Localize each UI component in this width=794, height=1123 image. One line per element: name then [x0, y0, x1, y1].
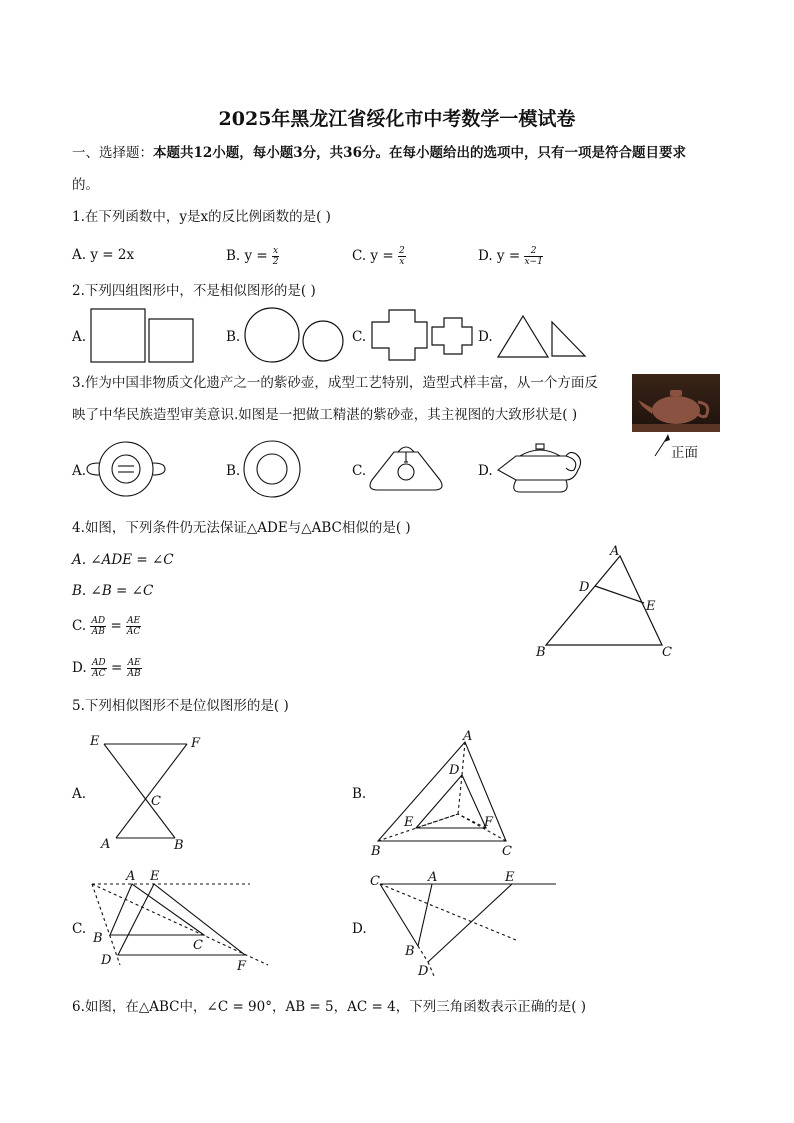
svg-text:B: B: [371, 844, 381, 859]
q4-stem: 4.如图，下列条件仍无法保证△ADE与△ABC相似的是( ): [72, 520, 411, 536]
q1-option-d: D. y = $\frac{2}{x-1}$: [478, 246, 543, 267]
svg-text:C: C: [151, 794, 161, 809]
q3-stem-line1: 3.作为中国非物质文化遗产之一的紫砂壶，成型工艺特别，造型式样丰富，从一个方面反: [72, 375, 598, 391]
svg-text:C: C: [370, 874, 380, 889]
q1-option-c: C. y = $\frac{2}{x}$: [352, 246, 405, 267]
q2-stem: 2.下列四组图形中，不是相似图形的是( ): [72, 283, 316, 299]
q4-label-E: E: [646, 599, 656, 614]
svg-text:E: E: [90, 734, 100, 749]
svg-text:B: B: [93, 931, 103, 946]
q4-label-C: C: [662, 645, 672, 660]
svg-text:D: D: [418, 964, 429, 979]
svg-text:A: A: [126, 869, 136, 884]
q1-option-b: B. y = $\frac{x}{2}$: [226, 246, 279, 267]
q2-label-c: C.: [352, 329, 367, 345]
q6-stem: 6.如图，在△ABC中，∠C = 90°，AB = 5，AC = 4，下列三角函数表示正确的是( ): [72, 999, 587, 1015]
svg-text:A: A: [428, 870, 438, 885]
section-label: 一、选择题：: [72, 145, 153, 161]
q4-option-a: A. ∠ADE = ∠C: [72, 552, 174, 568]
q4-option-b: B. ∠B = ∠C: [72, 583, 154, 599]
q5-label-c: C.: [72, 921, 87, 937]
q2-label-b: B.: [226, 329, 241, 345]
section-instructions: 本题共12小题，每小题3分，共36分。在每小题给出的选项中，只有一项是符合题目要求: [153, 145, 686, 161]
q4-option-c: C. $\frac{AD}{AB}$ = $\frac{AE}{AC}$: [72, 616, 141, 637]
q1-option-a: A. y = 2x: [72, 247, 135, 263]
svg-text:F: F: [191, 736, 201, 751]
svg-text:F: F: [237, 959, 247, 974]
q5-point-labels: [89, 729, 515, 979]
svg-text:A: A: [101, 837, 111, 852]
svg-text:E: E: [404, 815, 414, 830]
q2-label-d: D.: [478, 329, 493, 345]
page-title: 2025年黑龙江省绥化市中考数学一模试卷: [218, 108, 576, 130]
q4-label-B: B: [536, 645, 546, 660]
q5c-figure: [92, 884, 268, 965]
q3-label-d: D.: [478, 463, 493, 479]
q5-stem: 5.下列相似图形不是位似图形的是( ): [72, 698, 289, 714]
svg-text:E: E: [150, 869, 160, 884]
q2-label-a: A.: [72, 329, 87, 345]
q5-label-b: B.: [352, 786, 367, 802]
q1-stem: 1.在下列函数中，y是x的反比例函数的是( ): [72, 209, 331, 225]
svg-text:E: E: [505, 870, 515, 885]
q4-label-A: A: [610, 544, 620, 559]
svg-text:D: D: [101, 953, 112, 968]
section-heading-cont: 的。: [72, 177, 99, 193]
q4-option-d: D. $\frac{AD}{AC}$ = $\frac{AE}{AB}$: [72, 658, 141, 679]
svg-text:C: C: [502, 844, 512, 859]
q5a-figure: [104, 744, 187, 838]
q3-label-b: B.: [226, 463, 241, 479]
q3-label-a: A.: [72, 463, 87, 479]
q5-label-d: D.: [352, 921, 367, 937]
svg-text:F: F: [484, 815, 494, 830]
teapot-caption: 正面: [671, 445, 698, 460]
svg-text:C: C: [193, 938, 203, 953]
q4-label-D: D: [579, 580, 590, 595]
q5-label-a: A.: [72, 786, 87, 802]
svg-text:B: B: [174, 838, 184, 853]
svg-text:D: D: [449, 763, 460, 778]
svg-text:B: B: [405, 944, 415, 959]
q5d-figure: [380, 884, 556, 976]
svg-text:A: A: [463, 729, 473, 744]
q3-stem-line2: 映了中华民族造型审美意识.如图是一把做工精湛的紫砂壶，其主视图的大致形状是( ): [72, 407, 578, 423]
q3-label-c: C.: [352, 463, 367, 479]
